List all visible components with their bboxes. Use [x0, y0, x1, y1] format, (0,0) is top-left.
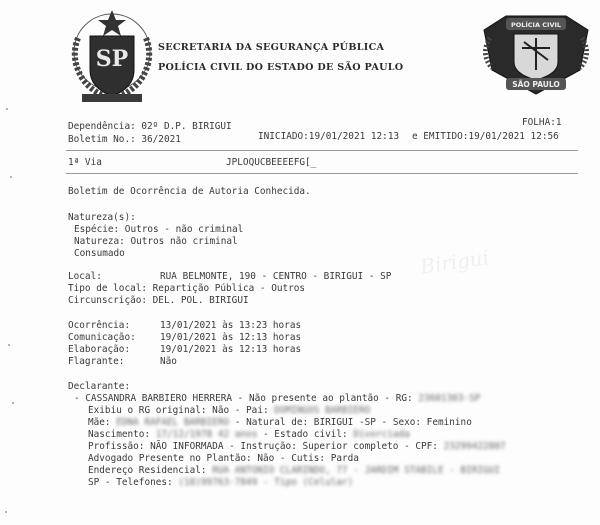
elaboracao-value: 19/01/2021 às 12:13 horas: [160, 344, 302, 355]
redacted-rg: 23601303-SP: [418, 393, 481, 404]
sp-emblem-letters: SP: [95, 46, 129, 72]
endereco-label: Endereço Residencial:: [88, 465, 207, 476]
profissao-cpf: Profissão: NÃO INFORMADA - Instrução: Superior completo - CPF:: [88, 441, 438, 452]
declarante-nome-rg: - CASSANDRA BARBIERO HERRERA - Não presente ao plantão - RG:: [74, 393, 413, 404]
natureza-title: Natureza(s):: [68, 212, 136, 223]
declarante-title: Declarante:: [68, 381, 131, 392]
sp-coat-of-arms-logo: [68, 8, 156, 106]
redacted-estado-civil: Divorciada: [353, 429, 410, 440]
scan-speck: [6, 108, 8, 110]
codigo-verificacao: JPLOQUCBEEEEFG[_: [226, 157, 317, 168]
folha: FOLHA:1: [522, 117, 562, 128]
scan-speck: [10, 176, 12, 178]
declarante-line-4: [88, 429, 410, 441]
redacted-cpf: 23299422807: [443, 441, 506, 452]
redacted-pai: DOMINGOS BARBIERO: [274, 405, 371, 416]
divider-top: [66, 150, 578, 151]
tipo-boletim: Boletim de Ocorrência de Autoria Conhecida.: [68, 186, 311, 197]
policia-civil-badge-logo: [476, 10, 596, 98]
divider-bottom: [66, 173, 578, 174]
comunicacao-label: Comunicação:: [68, 332, 136, 343]
boletim-number: Boletim No.: 36/2021: [68, 134, 181, 145]
telefones-label: SP - Telefones:: [88, 477, 173, 488]
iniciado: INICIADO:19/01/2021 12:13: [258, 131, 400, 142]
ocorrencia-label: Ocorrência:: [68, 320, 131, 331]
redacted-telefone: (18)99763-7849 - Tipo (Celular): [178, 477, 354, 488]
tipo-local: Tipo de local: Repartição Pública - Outros: [68, 283, 306, 294]
declarante-line-5: [88, 441, 506, 453]
declarante-line-2: [88, 405, 370, 417]
natureza-value: Natureza: Outros não criminal: [74, 236, 238, 247]
scan-speck: [12, 402, 14, 404]
declarante-line-8: [88, 477, 353, 489]
local-value: RUA BELMONTE, 190 - CENTRO - BIRIGUI - SP: [160, 271, 392, 282]
declarante-line-3: [88, 417, 472, 429]
advogado-cutis: Advogado Presente no Plantão: Não - Cutis: Parda: [88, 453, 359, 464]
especie: Espécie: Outros - não criminal: [74, 224, 244, 235]
badge-top-text: POLÍCIA CIVIL: [510, 21, 562, 29]
redacted-mae: EDNA RAFAEL BARBIERO: [116, 417, 230, 428]
flagrante-label: Flagrante:: [68, 356, 125, 367]
scan-speck: [8, 344, 10, 346]
emitido: e EMITIDO:19/01/2021 12:56: [412, 131, 559, 142]
elaboracao-label: Elaboração:: [68, 344, 131, 355]
dependencia: Dependência: 02º D.P. BIRIGUI: [68, 121, 232, 132]
nascimento-label: Nascimento:: [88, 429, 151, 440]
scan-speck: [5, 511, 7, 513]
circunscricao: Circunscrição: DEL. POL. BIRIGUI: [68, 295, 249, 306]
faint-watermark: Birigui: [418, 245, 491, 279]
natural-sexo: - Natural de: BIRIGUI -SP - Sexo: Feminino: [234, 417, 472, 428]
redacted-endereco: RUA ANTONIO CLARINDO, 77 - JARDIM STABILE - BIRIGUI: [212, 465, 501, 476]
header-policia-civil: POLÍCIA CIVIL DO ESTADO DE SÃO PAULO: [158, 62, 404, 73]
local-label: Local:: [68, 271, 102, 282]
estado-civil-label: - Estado civil:: [263, 429, 348, 440]
flagrante-value: Não: [160, 356, 177, 367]
declarante-line-7: [88, 465, 500, 477]
redacted-nascimento: 17/12/1978 42 anos: [155, 429, 258, 440]
badge-bottom-text: SÃO PAULO: [512, 80, 560, 89]
header-secretaria: SECRETARIA DA SEGURANÇA PÚBLICA: [158, 42, 385, 53]
consumado: Consumado: [74, 248, 125, 259]
comunicacao-value: 19/01/2021 às 12:13 horas: [160, 332, 302, 343]
exibiu-rg-pai: Exibiu o RG original: Não - Pai:: [88, 405, 269, 416]
mae-label: Mãe:: [88, 417, 111, 428]
ocorrencia-value: 13/01/2021 às 13:23 horas: [160, 320, 302, 331]
declarante-line-1: [74, 393, 480, 405]
via: 1ª Via: [68, 157, 102, 168]
